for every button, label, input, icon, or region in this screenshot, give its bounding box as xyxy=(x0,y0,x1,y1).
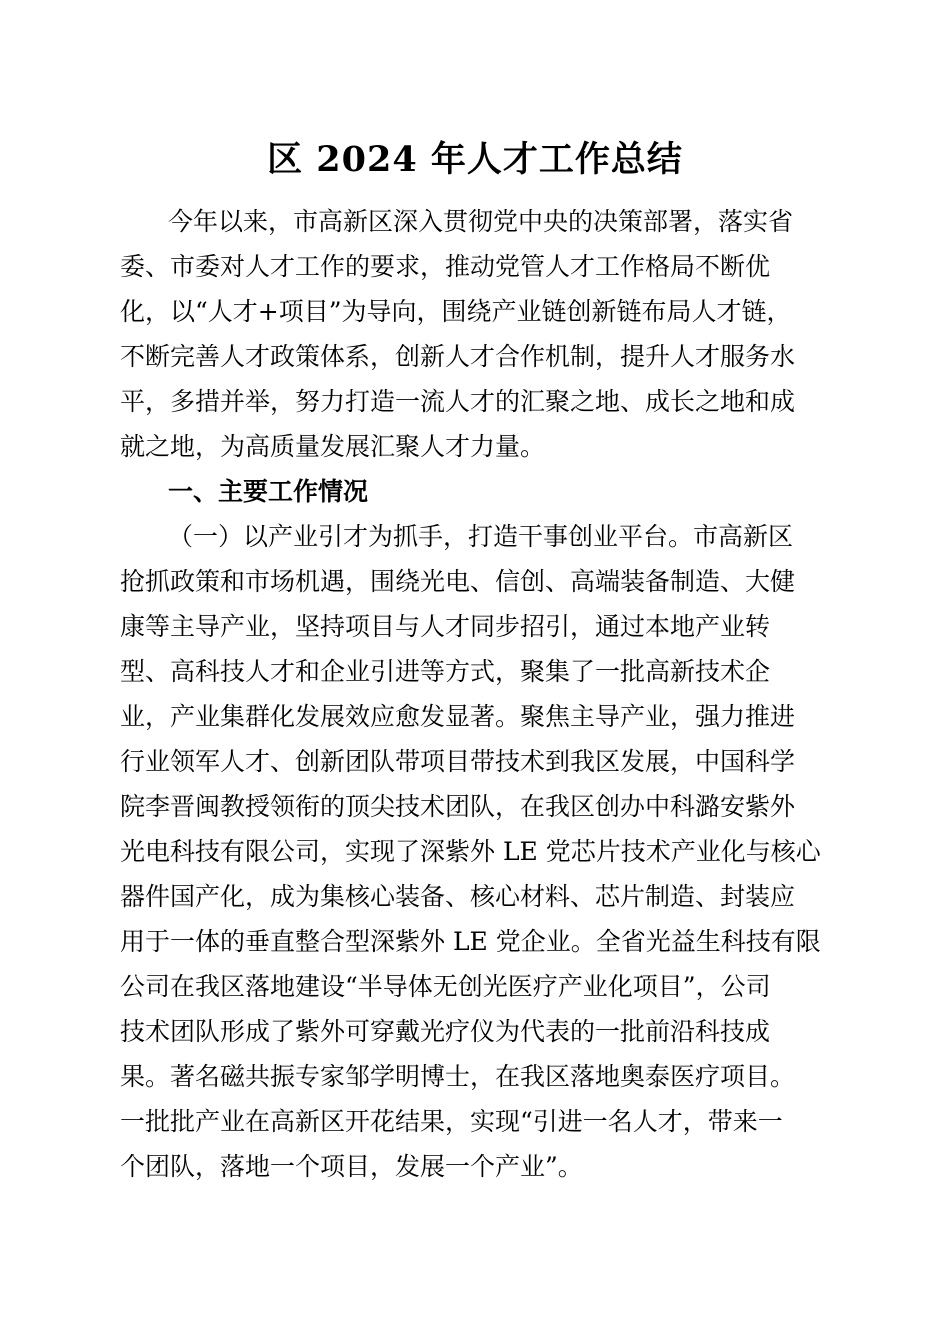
paragraph-line: 就之地，为高质量发展汇聚人才力量。 xyxy=(120,432,546,461)
paragraph-line: 院李晋闽教授领衔的顶尖技术团队，在我区创办中科潞安紫外 xyxy=(120,792,796,821)
paragraph-line: 技术团队形成了紫外可穿戴光疗仪为代表的一批前沿科技成 xyxy=(120,1017,771,1046)
paragraph-line: 个团队，落地一个项目，发展一个产业”。 xyxy=(120,1152,583,1181)
paragraph-line: 不断完善人才政策体系，创新人才合作机制，提升人才服务水 xyxy=(120,342,796,371)
paragraph-line: 行业领军人才、创新团队带项目带技术到我区发展，中国科学 xyxy=(120,747,796,776)
paragraph-line: 一批批产业在高新区开花结果，实现“引进一名人才，带来一 xyxy=(120,1107,783,1136)
paragraph-line: 康等主导产业，坚持项目与人才同步招引，通过本地产业转 xyxy=(120,612,771,641)
paragraph-line: 今年以来，市高新区深入贯彻党中央的决策部署，落实省 xyxy=(168,207,794,236)
paragraph-line: 光电科技有限公司，实现了深紫外 LE 党芯片技术产业化与核心 xyxy=(120,837,821,866)
paragraph-line: 果。著名磁共振专家邹学明博士，在我区落地奥泰医疗项目。 xyxy=(120,1062,796,1091)
paragraph-line: （一）以产业引才为抓手，打造干事创业平台。市高新区 xyxy=(168,522,794,551)
paragraph-line: 委、市委对人才工作的要求，推动党管人才工作格局不断优 xyxy=(120,252,771,281)
paragraph-line: 用于一体的垂直整合型深紫外 LE 党企业。全省光益生科技有限 xyxy=(120,927,821,956)
paragraph-line: 化，以“人才+项目”为导向，围绕产业链创新链布局人才链， xyxy=(120,297,792,326)
paragraph-line: 抢抓政策和市场机遇，围绕光电、信创、高端装备制造、大健 xyxy=(120,567,796,596)
section-heading: 一、主要工作情况 xyxy=(168,477,369,506)
paragraph-line: 平，多措并举，努力打造一流人才的汇聚之地、成长之地和成 xyxy=(120,387,796,416)
paragraph-line: 公司在我区落地建设“半导体无创光医疗产业化项目”，公司 xyxy=(120,972,771,1001)
page-title: 区 2024 年人才工作总结 xyxy=(267,139,683,180)
paragraph-line: 型、高科技人才和企业引进等方式，聚集了一批高新技术企 xyxy=(120,657,771,686)
paragraph-line: 器件国产化，成为集核心装备、核心材料、芯片制造、封装应 xyxy=(120,882,796,911)
paragraph-line: 业，产业集群化发展效应愈发显著。聚焦主导产业，强力推进 xyxy=(120,702,796,731)
